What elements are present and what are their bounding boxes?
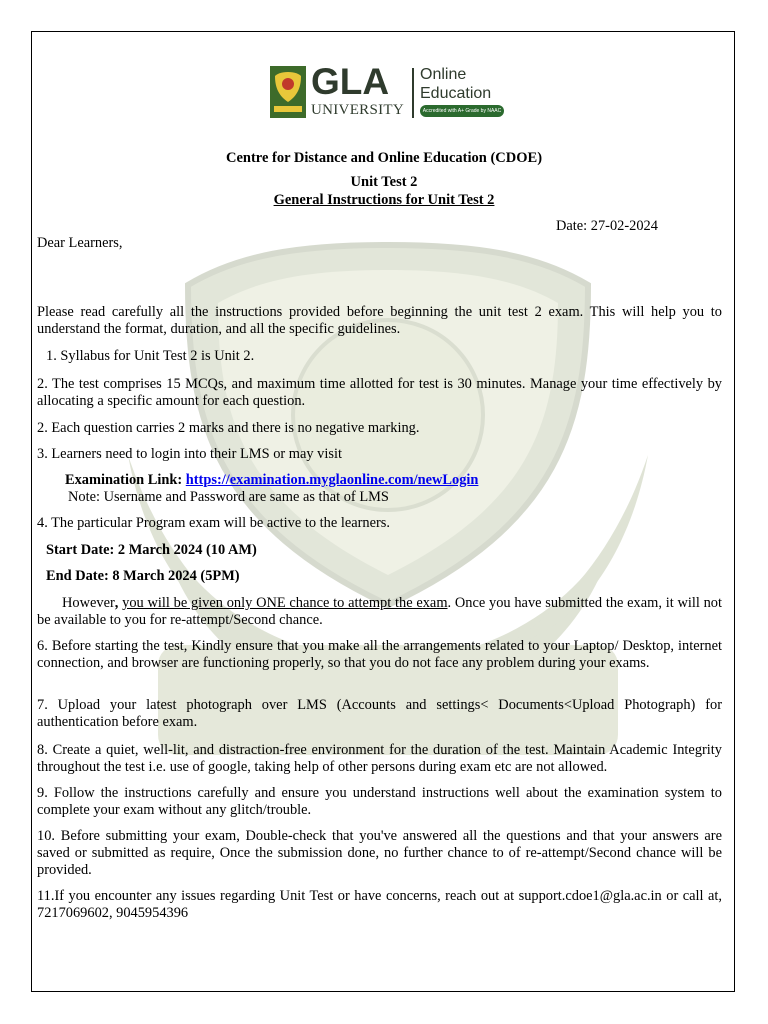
- item-double-check: 10. Before submitting your exam, Double-check that you've answered all the questions and that your answers are saved or submitted as require, Once the submission done, no further chance to of re-attempt/Second chance will be provided.: [37, 828, 722, 878]
- item-program-active: 4. The particular Program exam will be active to the learners.: [37, 515, 390, 531]
- gla-logo: [270, 61, 506, 118]
- date-text: Date: 27-02-2024: [556, 218, 658, 234]
- examination-link[interactable]: https://examination.myglaonline.com/newLogin: [185, 472, 479, 488]
- end-date: End Date: 8 March 2024 (5PM): [46, 568, 240, 584]
- item-one-chance: However, you will be given only ONE chance to attempt the exam. Once you have submitted the exam, it will not be available to you for re-attempt/Second chance.: [37, 595, 722, 628]
- university-emblem-icon: [270, 66, 306, 118]
- item-login: 3. Learners need to login into their LMS or may visit: [37, 446, 342, 462]
- logo-university-text: UNIVERSITY: [311, 102, 404, 118]
- instructions-title: General Instructions for Unit Test 2: [273, 192, 495, 208]
- item-test-comprises: 2. The test comprises 15 MCQs, and maximum time allotted for test is 30 minutes. Manage your time effectively by allocating a specific amount for each question.: [37, 376, 722, 409]
- start-date: Start Date: 2 March 2024 (10 AM): [46, 542, 257, 558]
- logo-online-text: Online: [420, 66, 467, 83]
- one-chance-underlined: you will be given only ONE chance to attempt the exam: [122, 595, 448, 611]
- item-photograph: 7. Upload your latest photograph over LMS (Accounts and settings< Documents<Upload Photograph) for authentication before exam.: [37, 697, 722, 730]
- item-follow-instructions: 9. Follow the instructions carefully and ensure you understand instructions well about the examination system to complete your exam without any glitch/trouble.: [37, 785, 722, 818]
- logo-education-text: Education: [420, 85, 492, 102]
- item-syllabus: 1. Syllabus for Unit Test 2 is Unit 2.: [46, 348, 255, 364]
- logo-gla-text: GLA: [311, 61, 390, 102]
- salutation: Dear Learners,: [37, 235, 123, 251]
- unit-test-heading: Unit Test 2: [350, 174, 418, 190]
- item-environment: 8. Create a quiet, well-lit, and distraction-free environment for the duration of the test. Maintain Academic Integrity throughout the test i.e. use of google, taking help of other persons during exam etc are not allowed.: [37, 742, 722, 775]
- intro-paragraph: Please read carefully all the instructions provided before beginning the unit test 2 exam. This will help you to understand the format, duration, and all the specific guidelines.: [37, 304, 722, 337]
- item-marks: 2. Each question carries 2 marks and there is no negative marking.: [37, 420, 420, 436]
- naac-accreditation-badge: Accredited with A+ Grade by NAAC: [420, 105, 504, 117]
- examination-link-line: [65, 472, 750, 489]
- centre-heading: Centre for Distance and Online Education (CDOE): [225, 150, 543, 166]
- item-arrangements: 6. Before starting the test, Kindly ensure that you make all the arrangements related to your Laptop/ Desktop, internet connection, and browser are functioning properly, so that you do not face any problem during your exams.: [37, 638, 722, 671]
- examination-link-label: Examination Link:: [65, 472, 186, 488]
- logo-divider: [412, 68, 414, 118]
- item-support-contact: 11.If you encounter any issues regarding Unit Test or have concerns, reach out at support.cdoe1@gla.ac.in or call at, 7217069602, 9045954396: [37, 888, 722, 921]
- credentials-note: Note: Username and Password are same as that of LMS: [68, 489, 389, 505]
